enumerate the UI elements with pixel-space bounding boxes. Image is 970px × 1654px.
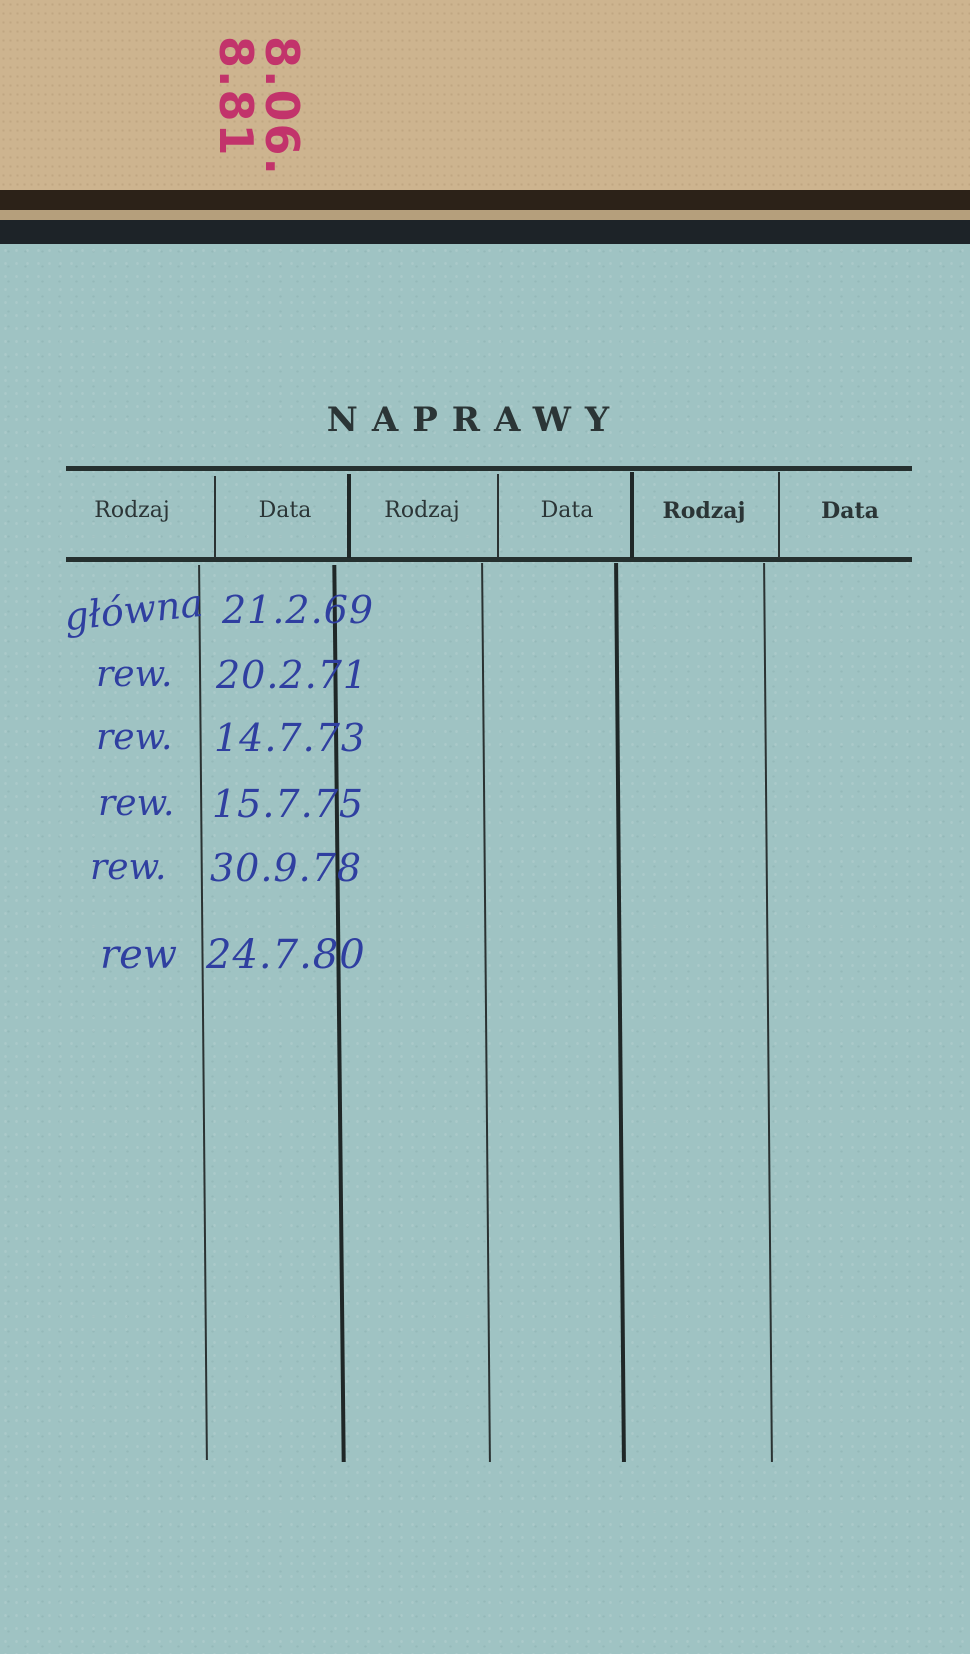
column-header-data-1: Data <box>258 498 312 523</box>
entry-date: 21.2.69 <box>222 588 375 632</box>
entry-date: 24.7.80 <box>206 932 366 978</box>
top-flap <box>0 0 970 200</box>
table-header-rule <box>66 557 912 562</box>
red-stamp-number <box>209 36 309 177</box>
entry-date: 20.2.71 <box>216 653 369 697</box>
entry-kind: główna <box>62 580 206 640</box>
entry-kind: rew <box>100 932 178 978</box>
stamp-line-2: 8.81 <box>209 36 263 158</box>
column-header-rodzaj-1: Rodzaj <box>94 498 170 523</box>
stamp-line-1: 8.06. <box>255 36 309 177</box>
entry-date: 14.7.73 <box>214 716 367 760</box>
entry-date: 15.7.75 <box>212 782 365 826</box>
entry-date: 30.9.78 <box>210 846 363 890</box>
entry-kind: rew. <box>90 847 167 888</box>
entry-kind: rew. <box>96 654 173 695</box>
entry-kind: rew. <box>98 783 175 824</box>
page-title: NAPRAWY <box>326 400 624 440</box>
binding-shadow <box>0 190 970 210</box>
column-header-rodzaj-2: Rodzaj <box>384 498 460 523</box>
column-header-rodzaj-3: Rodzaj <box>662 498 746 524</box>
column-header-data-2: Data <box>540 498 594 523</box>
column-header-data-3: Data <box>821 498 879 524</box>
table-top-rule <box>66 466 912 471</box>
entry-kind: rew. <box>96 717 173 758</box>
